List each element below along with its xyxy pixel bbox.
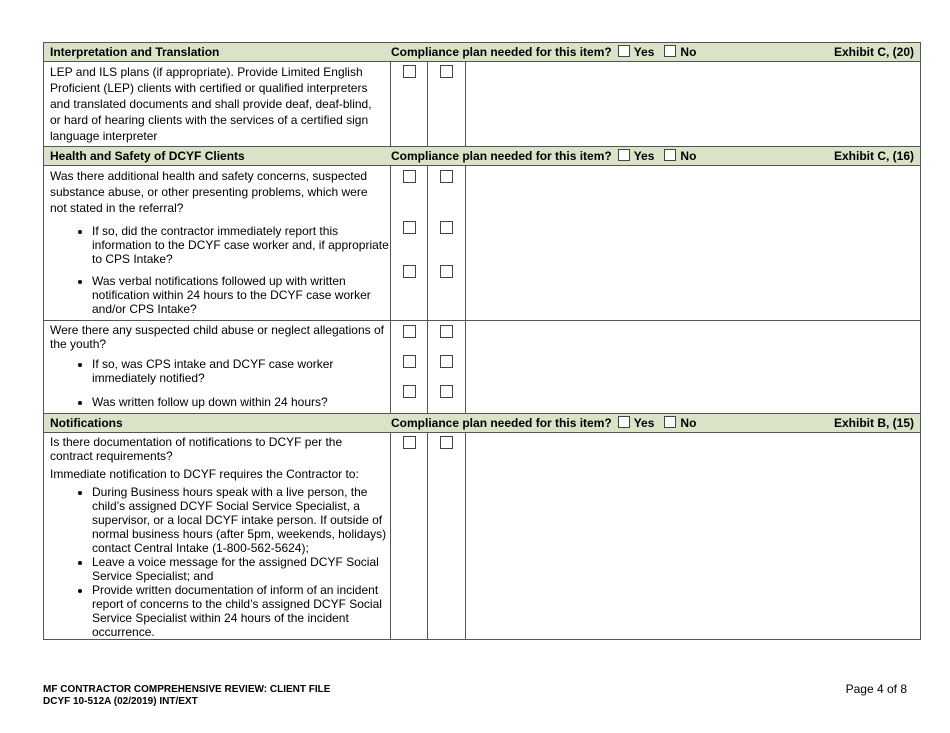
- compliance-yes-checkbox[interactable]: [618, 149, 630, 161]
- compliance-question: [391, 147, 696, 165]
- yes-label: Yes: [633, 149, 655, 163]
- yes-checkbox[interactable]: [403, 325, 416, 338]
- section-header-notifications: [44, 414, 921, 433]
- list-item: • Provide written documentation of inform of an incident report of concerns to the child’s assigned DCYF Social Service Specialist within 24 hours of the incident occurrence.: [92, 583, 390, 639]
- yes-checkbox[interactable]: [403, 385, 416, 398]
- list-item: • If so, did the contractor immediately report this information to the DCYF case worker and, if appropriate to CPS Intake?: [92, 224, 390, 266]
- yes-checkbox[interactable]: [403, 65, 416, 78]
- yes-checkbox[interactable]: [403, 170, 416, 183]
- comments-cell[interactable]: [466, 433, 921, 640]
- list-item: • Was verbal notifications followed up with written notification within 24 hours to the DCYF case worker and/or CPS Intake?: [92, 274, 390, 316]
- yes-label: Yes: [633, 45, 655, 59]
- page-number: Page 4 of 8: [845, 682, 907, 696]
- item-row: [44, 166, 921, 321]
- no-label: No: [680, 416, 697, 430]
- no-checkbox[interactable]: [440, 385, 453, 398]
- list-item: • If so, was CPS intake and DCYF case worker immediately notified?: [92, 357, 390, 385]
- compliance-no-checkbox[interactable]: [664, 45, 676, 57]
- no-checkbox[interactable]: [440, 325, 453, 338]
- list-item: • Was written follow up down within 24 hours?: [92, 395, 390, 409]
- yes-checkbox[interactable]: [403, 436, 416, 449]
- section-title: Interpretation and Translation: [50, 45, 220, 59]
- item-intro: Immediate notification to DCYF requires the Contractor to:: [50, 467, 359, 481]
- compliance-yes-checkbox[interactable]: [618, 45, 630, 57]
- item-text: Were there any suspected child abuse or neglect allegations of the youth?: [50, 323, 384, 351]
- form-footer: [43, 684, 330, 708]
- compliance-label: Compliance plan needed for this item?: [391, 416, 612, 430]
- compliance-label: Compliance plan needed for this item?: [391, 45, 612, 59]
- comments-cell[interactable]: [466, 321, 921, 414]
- compliance-no-checkbox[interactable]: [664, 149, 676, 161]
- no-checkbox[interactable]: [440, 265, 453, 278]
- no-checkbox[interactable]: [440, 355, 453, 368]
- item-text: Was there additional health and safety concerns, suspected substance abuse, or other presenting problems, which were not stated in the referral?: [50, 169, 368, 215]
- item-row: [44, 62, 921, 147]
- list-item: • Leave a voice message for the assigned DCYF Social Service Specialist; and: [92, 555, 390, 583]
- no-checkbox[interactable]: [440, 436, 453, 449]
- compliance-label: Compliance plan needed for this item?: [391, 149, 612, 163]
- item-row: [44, 321, 921, 414]
- list-item: • During Business hours speak with a live person, the child’s assigned DCYF Social Service Specialist, a supervisor, or a local DCYF intake person. If outside of normal business hours (after 5pm, weekends, holidays) contact Central Intake (1-800-562-5624);: [92, 485, 390, 555]
- form-title: MF CONTRACTOR COMPREHENSIVE REVIEW: CLIENT FILE: [43, 684, 331, 695]
- no-label: No: [680, 149, 697, 163]
- no-checkbox[interactable]: [440, 65, 453, 78]
- no-checkbox[interactable]: [440, 170, 453, 183]
- yes-checkbox[interactable]: [403, 221, 416, 234]
- section-header-health-safety: [44, 147, 921, 166]
- comments-cell[interactable]: [466, 62, 921, 147]
- section-title: Health and Safety of DCYF Clients: [50, 149, 245, 163]
- no-checkbox[interactable]: [440, 221, 453, 234]
- item-text: LEP and ILS plans (if appropriate). Provide Limited English Proficient (LEP) clients with certified or qualified interpreters and translated documents and shall provide deaf, deaf-blind, or hard of hearing clients with the services of a certified sign language interpreter: [50, 65, 372, 143]
- item-text: Is there documentation of notifications to DCYF per the contract requirements?: [50, 435, 343, 463]
- form-number: DCYF 10-512A (02/2019) INT/EXT: [43, 696, 198, 707]
- exhibit-reference: Exhibit C, (16): [833, 149, 914, 163]
- no-label: No: [680, 45, 697, 59]
- compliance-question: [391, 414, 696, 432]
- yes-checkbox[interactable]: [403, 355, 416, 368]
- item-row: [44, 433, 921, 640]
- yes-checkbox[interactable]: [403, 265, 416, 278]
- comments-cell[interactable]: [466, 166, 921, 321]
- review-table: [43, 42, 921, 640]
- compliance-yes-checkbox[interactable]: [618, 416, 630, 428]
- section-header-interpretation: [44, 43, 921, 62]
- compliance-no-checkbox[interactable]: [664, 416, 676, 428]
- exhibit-reference: Exhibit B, (15): [833, 416, 914, 430]
- yes-label: Yes: [633, 416, 655, 430]
- section-title: Notifications: [50, 416, 123, 430]
- exhibit-reference: Exhibit C, (20): [833, 45, 914, 59]
- compliance-question: [391, 43, 696, 61]
